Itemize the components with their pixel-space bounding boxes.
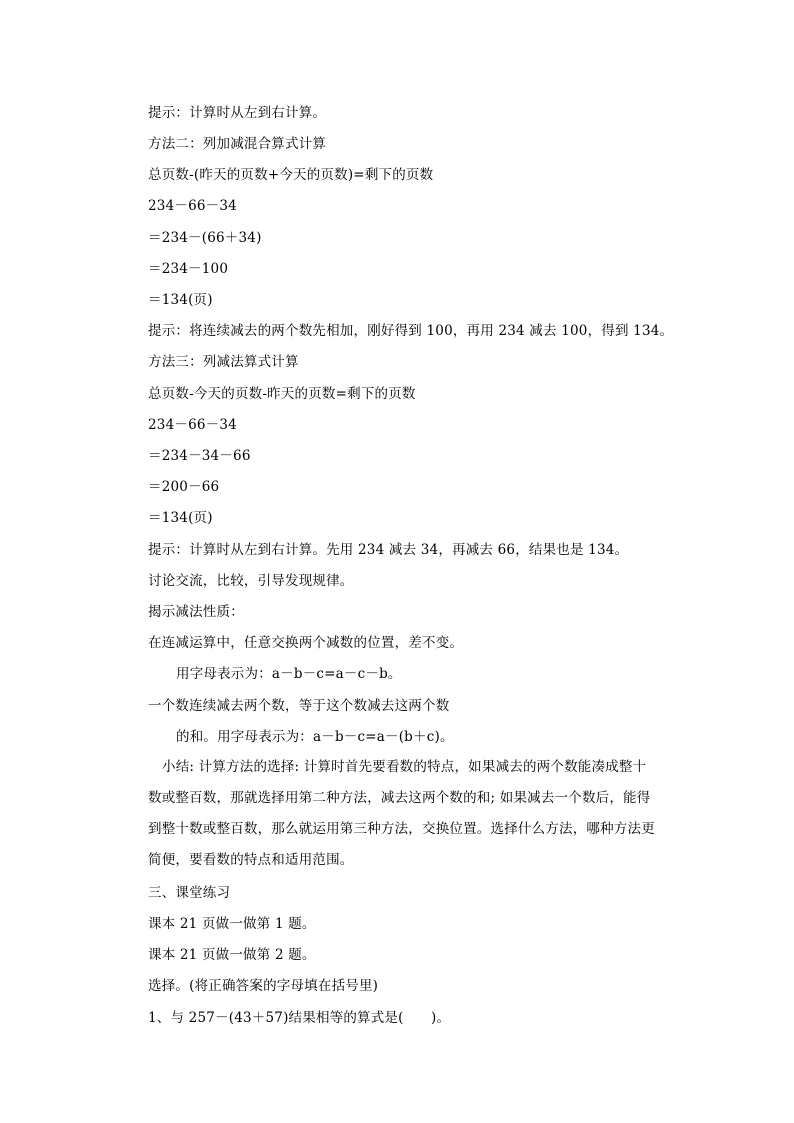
calc-line: 234－66－34 [148, 198, 237, 214]
hint-line-2: 提示：将连续减去的两个数先相加，刚好得到 100，再用 234 减去 100，得到 134。 [148, 323, 674, 339]
calc-line: ＝134(页) [148, 510, 213, 526]
property-statement: 在连减运算中，任意交换两个减数的位置，差不变。 [148, 635, 464, 651]
section-heading: 三、课堂练习 [148, 885, 231, 901]
letter-formula-2: 的和。用字母表示为：a－b－c=a－(b＋c)。 [176, 729, 454, 745]
hint-line-3: 提示：计算时从左到右计算。先用 234 减去 34，再减去 66，结果也是 134。 [148, 542, 629, 558]
letter-formula-1: 用字母表示为：a－b－c=a－c－b。 [176, 666, 402, 682]
calc-line: 234－66－34 [148, 417, 237, 433]
exercise-line: 课本 21 页做一做第 1 题。 [148, 916, 316, 932]
property-heading: 揭示减法性质： [148, 604, 244, 620]
exercise-line: 课本 21 页做一做第 2 题。 [148, 947, 316, 963]
formula-line: 总页数-(昨天的页数+今天的页数)=剩下的页数 [148, 167, 434, 183]
method-two-heading: 方法二：列加减混合算式计算 [148, 136, 327, 152]
summary-paragraph: 小结: 计算方法的选择: 计算时首先要看数的特点，如果减去的两个数能凑成整十数或整百数，那就选择用第二种方法，减去这两个数的和; 如果减去一个数后，能得到整十数或整百数，那么就运用第三种方法，交换位置。选择什么方法，哪种方法更简便，要看数的特点和适用范围。 [148, 759, 655, 868]
calc-line: ＝234－(66＋34) [148, 230, 262, 246]
question-line: 1、与 257－(43＋57)结果相等的算式是( )。 [148, 1010, 451, 1026]
calc-line: ＝234－34－66 [148, 448, 251, 464]
calc-line: ＝234－100 [148, 261, 229, 277]
calc-line: ＝134(页) [148, 292, 213, 308]
calc-line: ＝200－66 [148, 479, 220, 495]
discussion-line: 讨论交流，比较，引导发现规律。 [148, 573, 354, 589]
formula-line: 总页数-今天的页数-昨天的页数=剩下的页数 [148, 386, 416, 402]
hint-line-1: 提示：计算时从左到右计算。 [148, 105, 327, 121]
method-three-heading: 方法三：列减法算式计算 [148, 354, 299, 370]
choice-instruction: 选择。(将正确答案的字母填在括号里) [148, 978, 379, 994]
property-statement-2: 一个数连续减去两个数，等于这个数减去这两个数 [148, 698, 450, 714]
